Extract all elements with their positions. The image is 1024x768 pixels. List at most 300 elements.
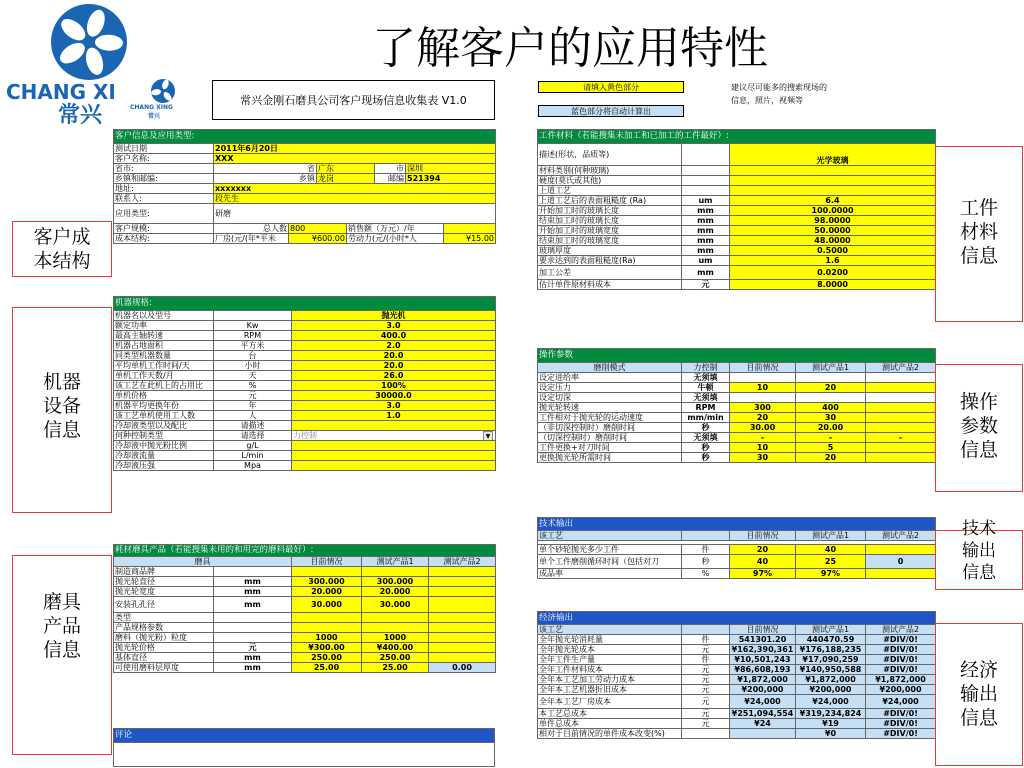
product1-value: 97% — [796, 569, 866, 579]
row-unit: mm — [214, 597, 292, 613]
table-row — [114, 623, 496, 633]
row-value-field[interactable]: 8.0000 — [730, 280, 936, 290]
row-value-field[interactable]: 2.0 — [292, 341, 496, 351]
product1-value-field — [796, 373, 866, 383]
table-row — [114, 663, 496, 673]
row-unit — [214, 311, 292, 321]
row-label: 类型 — [114, 613, 214, 623]
row-unit: 件 — [682, 635, 730, 645]
row-value-field[interactable]: 20.0 — [292, 361, 496, 371]
comment-table — [113, 728, 495, 767]
product1-value: ¥319,234,824 — [796, 709, 866, 719]
row-unit: 平方米 — [214, 341, 292, 351]
table-row — [114, 613, 496, 623]
product1-value-field[interactable]: 20 — [796, 383, 866, 393]
table-row — [114, 431, 496, 441]
current-value: ¥162,390,361 — [730, 645, 796, 655]
table-row — [114, 371, 496, 381]
current-value-field[interactable]: 30.000 — [292, 597, 362, 613]
row-value-field[interactable]: 100.0000 — [730, 206, 936, 216]
product2-value: 0 — [866, 555, 936, 569]
row-value-field[interactable]: 100% — [292, 381, 496, 391]
current-value: 40 — [730, 555, 796, 569]
legend-blue: 蓝色部分将自动计算出 — [538, 105, 684, 117]
row-unit: 请选择 — [214, 431, 292, 441]
row-unit: RPM — [682, 403, 730, 413]
row-value-field[interactable]: 26.0 — [292, 371, 496, 381]
product2-value-field[interactable] — [429, 613, 496, 623]
product1-value-field[interactable] — [362, 623, 429, 633]
abrasive-label: 磨具 产品 信息 — [42, 591, 81, 661]
table-row — [114, 461, 496, 471]
operation-param-header: 操作参数 — [538, 349, 936, 363]
row-unit: 无须填 — [682, 393, 730, 403]
current-value: ¥1,872,000 — [730, 675, 796, 685]
row-unit: mm — [682, 206, 730, 216]
product2-value-field[interactable] — [866, 453, 936, 463]
current-value: 541301.20 — [730, 635, 796, 645]
row-unit — [682, 176, 730, 186]
product2-value — [866, 545, 936, 555]
product2-value: #DIV/0! — [866, 709, 936, 719]
economic-output-header: 经济输出 — [538, 612, 936, 625]
row-label: 冷却液类型以及配比 — [114, 421, 214, 431]
table-row — [114, 331, 496, 341]
row-unit: 天 — [214, 371, 292, 381]
row-label: 单机价格 — [114, 391, 214, 401]
row-value-field[interactable] — [730, 176, 936, 186]
row-label: 工件相对于抛光轮的运动速度 — [538, 413, 682, 423]
row-unit: 台 — [214, 351, 292, 361]
row-label: 最高主轴转速 — [114, 331, 214, 341]
product2-value — [866, 569, 936, 579]
product2-value-field[interactable] — [866, 403, 936, 413]
current-value: ¥86,608,193 — [730, 665, 796, 675]
labor-cost-field[interactable]: ¥15.00 — [444, 234, 496, 244]
row-unit: Kw — [214, 321, 292, 331]
row-value-field[interactable]: 50.0000 — [730, 226, 936, 236]
product1-value-field — [796, 393, 866, 403]
current-value-field[interactable]: 1000 — [292, 633, 362, 643]
row-value-field[interactable] — [292, 461, 496, 471]
current-value-field[interactable]: 30 — [730, 453, 796, 463]
row-unit: 元 — [214, 391, 292, 401]
row-label: 成品率 — [538, 569, 682, 579]
current-value-field[interactable]: 30.00 — [730, 423, 796, 433]
row-label: 开始加工时的玻璃宽度 — [538, 226, 682, 236]
table-row — [114, 653, 496, 663]
city-field[interactable]: 深圳 — [406, 164, 496, 174]
product1-value: ¥176,188,235 — [796, 645, 866, 655]
row-unit: mm — [682, 246, 730, 256]
product2-value-field[interactable] — [429, 577, 496, 587]
changxing-small-logo-icon — [150, 78, 176, 104]
table-row — [538, 453, 936, 463]
product1-value-field[interactable]: 30.000 — [362, 597, 429, 613]
current-value-field[interactable] — [292, 623, 362, 633]
row-label: 材料类别(何种玻璃) — [538, 166, 682, 176]
current-value: ¥251,094,554 — [730, 709, 796, 719]
table-row — [538, 280, 936, 290]
row-unit: 元 — [214, 643, 292, 653]
table-row — [114, 597, 496, 613]
product2-value: #DIV/0! — [866, 665, 936, 675]
row-unit: 元 — [682, 665, 730, 675]
row-label: （非切深控制时）磨削时间 — [538, 423, 682, 433]
row-value-field[interactable]: 0.0200 — [730, 266, 936, 280]
province-field[interactable]: 广东 — [317, 164, 375, 174]
current-value-field[interactable]: 300.000 — [292, 577, 362, 587]
row-label: 更换抛光轮所需时间 — [538, 453, 682, 463]
table-row — [538, 393, 936, 403]
product2-value-field[interactable] — [429, 567, 496, 577]
table-row — [114, 411, 496, 421]
current-value: 20 — [730, 545, 796, 555]
product1-value: ¥200,000 — [796, 685, 866, 695]
row-label: 开始加工时的玻璃长度 — [538, 206, 682, 216]
current-value-field[interactable]: 20.000 — [292, 587, 362, 597]
table-row — [114, 441, 496, 451]
table-row — [538, 206, 936, 216]
row-label: 抛光轮价格 — [114, 643, 214, 653]
product1-value: ¥17,090,259 — [796, 655, 866, 665]
product1-value: ¥24,000 — [796, 695, 866, 709]
row-label: 基体直径 — [114, 653, 214, 663]
row-label: 设定进给率 — [538, 373, 682, 383]
tech-label: 技术 输出 信息 — [962, 519, 996, 583]
row-value-field[interactable]: 光学玻璃 — [730, 144, 936, 166]
product1-value-field[interactable]: 1000 — [362, 633, 429, 643]
customer-name-field[interactable]: XXX — [214, 154, 496, 164]
row-label: 可使用磨料层厚度 — [114, 663, 214, 673]
comment-field[interactable] — [114, 743, 495, 767]
table-row — [538, 266, 936, 280]
machine-label: 机器 设备 信息 — [42, 371, 81, 441]
product2-value: #DIV/0! — [866, 645, 936, 655]
row-unit: % — [682, 569, 730, 579]
product2-value-field[interactable] — [429, 653, 496, 663]
product1-value-field[interactable]: 300.000 — [362, 577, 429, 587]
row-value-field[interactable]: 20.0 — [292, 351, 496, 361]
table-row — [538, 403, 936, 413]
table-row — [538, 675, 936, 685]
row-label: 额定功率 — [114, 321, 214, 331]
row-label: 机器占地面积 — [114, 341, 214, 351]
row-unit: 元 — [682, 719, 730, 729]
product2-value-field[interactable] — [429, 643, 496, 653]
table-row — [114, 341, 496, 351]
table-row — [538, 635, 936, 645]
row-value-field[interactable]: 30000.0 — [292, 391, 496, 401]
product2-value: ¥1,872,000 — [866, 675, 936, 685]
product2-value-field — [866, 373, 936, 383]
row-label: 本工艺总成本 — [538, 709, 682, 719]
table-row — [114, 401, 496, 411]
product2-value-field[interactable]: 0.00 — [429, 663, 496, 673]
product1-value-field[interactable]: 25.00 — [362, 663, 429, 673]
product2-value-field — [866, 393, 936, 403]
customer-info-table: 客户信息及应用类型: 测试日期 2011年6月20日 客户名称: XXX 省市: 省 广东 市 深圳 乡镇和邮编: 乡镇 龙岗 邮编 521394 地址: xxxxxxx 联系人: 段先生 应用类型: 研磨 客户规模: 总人数 800 销售额（万元）/年 成本结构: 厂房(元/(年*平米 ¥600.00 劳动力(元/(小时*人 ¥15.00 — [115, 131, 494, 243]
current-value-field[interactable]: - — [730, 433, 796, 443]
operation-label: 操作 参数 信息 — [959, 391, 998, 461]
row-unit: 人 — [214, 411, 292, 421]
table-row — [538, 423, 936, 433]
control-type-select[interactable]: 力控制 ▼ — [292, 431, 496, 441]
product1-value: 40 — [796, 545, 866, 555]
current-value: ¥10,501,243 — [730, 655, 796, 665]
table-row — [538, 373, 936, 383]
contact-field[interactable]: 段先生 — [214, 194, 496, 204]
current-value-field[interactable]: 10 — [730, 443, 796, 453]
product1-value-field[interactable]: 20.000 — [362, 587, 429, 597]
row-unit: 元 — [682, 709, 730, 719]
row-label: 单机工作天数/月 — [114, 371, 214, 381]
row-label: 冷却液流量 — [114, 451, 214, 461]
table-row — [538, 645, 936, 655]
product2-value-field[interactable] — [429, 587, 496, 597]
table-row — [538, 433, 936, 443]
row-label: 描述(形状，品质等) — [538, 144, 682, 166]
product2-value-field[interactable] — [866, 423, 936, 433]
economic-output-table: 经济输出 该工艺 目前情况 测试产品1 测试产品2 全年抛光轮消耗量 件 541301.20 440470.59 #DIV/0! 全年抛光轮成本 元 ¥162,390,361 ¥176,188,235 #DIV/0! 全年工件生产量 件 ¥10,501,243 ¥17,090,259 #DIV/0! 全年工件材料成本 元 ¥86,608,193 ¥140,950,588 #DIV/0! 全年本工艺加工劳动力成本 元 ¥1,872,000 ¥1,872,000 ¥1,872,000 全年本工艺机器折旧成本 元 ¥200,000 ¥200,000 ¥200,000 全年本工艺厂房成本 元 ¥24,000 ¥24,000 ¥24,000 本工艺总成本 元 ¥251,094,554 ¥319,234,824 #DIV/0! 单件总成本 元 ¥24 ¥19 #DIV/0! 相对于目前情况的单件成本改变(%) ¥0 #DIV/0! — [537, 611, 936, 739]
row-unit: mm — [214, 587, 292, 597]
row-value-field[interactable]: 48.0000 — [730, 236, 936, 246]
small-logo-text-cn: 常兴 — [148, 113, 161, 120]
row-unit: mm/min — [682, 413, 730, 423]
row-value-field[interactable]: 3.0 — [292, 401, 496, 411]
test-date-field[interactable]: 2011年6月20日 — [214, 144, 496, 154]
current-value-field[interactable]: 25.00 — [292, 663, 362, 673]
table-row — [538, 256, 936, 266]
product2-value-field[interactable] — [429, 597, 496, 613]
row-value-field[interactable]: 0.5000 — [730, 246, 936, 256]
row-value-field[interactable] — [730, 166, 936, 176]
table-row — [538, 166, 936, 176]
row-label: 结束加工时的玻璃宽度 — [538, 236, 682, 246]
product1-value-field[interactable]: 20.00 — [796, 423, 866, 433]
current-value-field[interactable]: 20 — [730, 413, 796, 423]
row-value-field[interactable]: 3.0 — [292, 321, 496, 331]
row-label: 安装孔孔径 — [114, 597, 214, 613]
address-field[interactable]: xxxxxxx — [214, 184, 496, 194]
table-row — [538, 144, 936, 166]
product2-value: #DIV/0! — [866, 719, 936, 729]
customer-cost-label: 客户成 本结构 — [33, 226, 91, 272]
row-unit: 元 — [682, 685, 730, 695]
row-unit: mm — [214, 653, 292, 663]
product1-value: 25 — [796, 555, 866, 569]
row-label: 机器名以及型号 — [114, 311, 214, 321]
row-unit: mm — [682, 266, 730, 280]
table-row — [538, 685, 936, 695]
row-unit — [682, 144, 730, 166]
row-label: 上道工艺 — [538, 186, 682, 196]
row-label: 硬度(莫氏或其他) — [538, 176, 682, 186]
product1-value-field[interactable] — [362, 613, 429, 623]
form-title: 常兴金刚石磨具公司客户现场信息收集表 V1.0 — [212, 80, 495, 120]
table-row — [538, 236, 936, 246]
plant-cost-field[interactable]: ¥600.00 — [289, 234, 347, 244]
row-unit: um — [682, 196, 730, 206]
product2-value: #DIV/0! — [866, 729, 936, 739]
product2-value-field[interactable] — [866, 413, 936, 423]
row-unit: 年 — [214, 401, 292, 411]
product2-value-field[interactable]: - — [866, 433, 936, 443]
product2-value-field[interactable] — [866, 383, 936, 393]
current-value-field — [730, 393, 796, 403]
row-label: 估计单件原材料成本 — [538, 280, 682, 290]
row-label: 要求达到的表面粗糙度(Ra) — [538, 256, 682, 266]
product1-value: ¥140,950,588 — [796, 665, 866, 675]
table-row — [538, 729, 936, 739]
row-unit: RPM — [214, 331, 292, 341]
row-label: 平均单机工作时间/天 — [114, 361, 214, 371]
row-label: （切深控制时）磨削时间 — [538, 433, 682, 443]
current-value — [730, 729, 796, 739]
small-logo-text-en: CHANG XING — [130, 104, 173, 111]
row-unit: 秒 — [682, 423, 730, 433]
product1-value-field[interactable]: 250.00 — [362, 653, 429, 663]
product1-value-field[interactable]: 20 — [796, 453, 866, 463]
chevron-down-icon[interactable]: ▼ — [483, 431, 493, 441]
table-row — [114, 587, 496, 597]
row-value-field[interactable] — [292, 451, 496, 461]
table-row — [114, 451, 496, 461]
row-value-field[interactable] — [730, 186, 936, 196]
row-label: 全年本工艺加工劳动力成本 — [538, 675, 682, 685]
sales-field[interactable] — [444, 224, 496, 234]
row-value-field[interactable]: 1.0 — [292, 411, 496, 421]
row-unit: g/L — [214, 441, 292, 451]
row-label: 抛光轮转速 — [538, 403, 682, 413]
current-value-field — [730, 373, 796, 383]
current-value-field[interactable]: ¥300.00 — [292, 643, 362, 653]
workpiece-material-table — [537, 129, 936, 290]
row-label: 全年本工艺机器折旧成本 — [538, 685, 682, 695]
table-row — [538, 545, 936, 555]
table-row — [538, 569, 936, 579]
row-label: 冷却液压强 — [114, 461, 214, 471]
product2-value: ¥200,000 — [866, 685, 936, 695]
product1-value-field[interactable]: 5 — [796, 443, 866, 453]
table-row — [114, 321, 496, 331]
table-row — [538, 413, 936, 423]
row-unit — [682, 729, 730, 739]
row-value-field[interactable]: 6.4 — [730, 196, 936, 206]
product2-value-field[interactable] — [429, 623, 496, 633]
row-label: 上道工艺后的表面粗糙度 (Ra) — [538, 196, 682, 206]
row-unit: 无须填 — [682, 373, 730, 383]
town-field[interactable]: 龙岗 — [317, 174, 375, 184]
workpiece-material-header: 工件材料（若能搜集未加工和已加工的工件最好）: — [538, 130, 936, 144]
row-unit: 元 — [682, 695, 730, 709]
row-label: 单个工件磨削循环时间（包括对刀 — [538, 555, 682, 569]
current-value: ¥200,000 — [730, 685, 796, 695]
table-row — [538, 176, 936, 186]
current-value-field[interactable]: 250.00 — [292, 653, 362, 663]
current-value-field[interactable]: 10 — [730, 383, 796, 393]
row-label: 该工艺在此机上的占用比 — [114, 381, 214, 391]
zip-field[interactable]: 521394 — [406, 174, 496, 184]
product1-value-field[interactable]: ¥400.00 — [362, 643, 429, 653]
table-row — [538, 695, 936, 709]
row-label: 单件总成本 — [538, 719, 682, 729]
table-row — [538, 196, 936, 206]
current-value-field[interactable] — [292, 567, 362, 577]
table-row — [114, 643, 496, 653]
row-unit: mm — [682, 216, 730, 226]
row-label: 同类型机器数量 — [114, 351, 214, 361]
row-label: 冷却液中抛光粉比例 — [114, 441, 214, 451]
table-row — [538, 443, 936, 453]
row-unit: 元 — [682, 280, 730, 290]
row-unit: 件 — [682, 545, 730, 555]
workpiece-label: 工件 材料 信息 — [959, 197, 998, 267]
table-row — [538, 383, 936, 393]
table-row — [538, 226, 936, 236]
table-row — [114, 311, 496, 321]
product1-value: ¥19 — [796, 719, 866, 729]
row-unit: mm — [214, 577, 292, 587]
current-value-field[interactable]: 300 — [730, 403, 796, 413]
product2-value-field[interactable] — [429, 633, 496, 643]
abrasive-product-table: 耗材磨具产品（若能搜集未用的和用完的磨料最好）: 磨具 目前情况 测试产品1 测试产品2 制造商品牌 抛光轮直径 mm 300.000 300.000 抛光轮宽度 mm 20.000 20.000 安装孔孔径 mm 30.000 30.000 类型 产品规格参数 磨料（抛光粉）粒度 1000 1000 抛光轮价格 元 ¥300.00 ¥400.00 基体直径 mm 250.00 250.00 可使用磨料层厚度 mm 25.00 25.00 0.00 — [113, 544, 496, 673]
row-label: 结束加工时的玻璃长度 — [538, 216, 682, 226]
row-unit: % — [214, 381, 292, 391]
machine-spec-table — [113, 296, 496, 471]
logo-text-en: CHANG XI — [6, 80, 116, 104]
row-label: 设定压力 — [538, 383, 682, 393]
row-unit: Mpa — [214, 461, 292, 471]
row-value-field[interactable] — [292, 441, 496, 451]
row-label: 全年抛光轮成本 — [538, 645, 682, 655]
row-value-field[interactable]: 98.0000 — [730, 216, 936, 226]
row-label: 相对于目前情况的单件成本改变(%) — [538, 729, 682, 739]
row-label: 磨料（抛光粉）粒度 — [114, 633, 214, 643]
table-row — [114, 577, 496, 587]
current-value-field[interactable] — [292, 613, 362, 623]
row-label: 设定切深 — [538, 393, 682, 403]
application-type-field[interactable]: 研磨 — [214, 204, 496, 224]
table-row — [538, 665, 936, 675]
row-value-field[interactable]: 400.0 — [292, 331, 496, 341]
row-label: 何种控制类型 — [114, 431, 214, 441]
row-value-field[interactable] — [292, 421, 496, 431]
changxi-logo-icon — [48, 2, 130, 82]
row-unit: 请描述 — [214, 421, 292, 431]
row-label: 制造商品牌 — [114, 567, 214, 577]
headcount-field[interactable]: 800 — [289, 224, 347, 234]
product1-value: ¥1,872,000 — [796, 675, 866, 685]
logo-text-cn: 常兴 — [58, 103, 103, 128]
row-label: 产品规格参数 — [114, 623, 214, 633]
row-unit: mm — [214, 663, 292, 673]
product2-value-field[interactable] — [866, 443, 936, 453]
customer-info-header: 客户信息及应用类型: — [114, 130, 496, 144]
operation-param-table: 操作参数 磨削模式 力控制 目前情况 测试产品1 测试产品2 设定进给率 无须填 设定压力 牛顿 10 20 设定切深 无须填 抛光轮转速 RPM 300 400 工件相对于抛光轮的运动速度 mm/min 20 30 （非切深控制时）磨削时间 秒 30.00 20.00 （切深控制时）磨削时间 无须填 - - - 工件更换+对刀时间 秒 10 5 更换抛光轮所需时间 秒 30 20 — [537, 348, 936, 463]
row-unit: 秒 — [682, 555, 730, 569]
row-value-field[interactable]: 抛光机 — [292, 311, 496, 321]
row-unit — [682, 166, 730, 176]
row-unit: 无须填 — [682, 433, 730, 443]
product1-value-field[interactable] — [362, 567, 429, 577]
product1-value-field[interactable]: 400 — [796, 403, 866, 413]
product1-value-field[interactable]: 30 — [796, 413, 866, 423]
row-value-field[interactable]: 1.6 — [730, 256, 936, 266]
row-unit — [214, 623, 292, 633]
product1-value-field[interactable]: - — [796, 433, 866, 443]
product1-value: 440470.59 — [796, 635, 866, 645]
